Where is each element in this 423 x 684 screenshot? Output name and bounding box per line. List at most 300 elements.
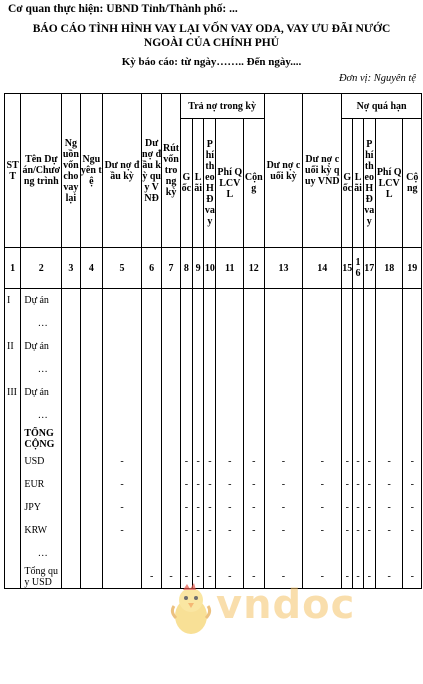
- table-cell: -: [204, 565, 216, 589]
- table-cell: [375, 289, 403, 313]
- table-cell: [244, 289, 264, 313]
- table-cell: -: [193, 519, 204, 542]
- table-cell: [204, 358, 216, 381]
- table-cell: [342, 381, 353, 404]
- column-number: 8: [180, 248, 192, 289]
- table-cell: [363, 335, 375, 358]
- table-cell: [80, 565, 102, 589]
- table-cell: [162, 496, 180, 519]
- table-cell: [363, 312, 375, 335]
- column-number: 17: [363, 248, 375, 289]
- table-cell: [162, 312, 180, 335]
- table-cell: [264, 427, 303, 450]
- table-cell: [264, 312, 303, 335]
- table-cell: [244, 542, 264, 565]
- report-title-line1: BÁO CÁO TÌNH HÌNH VAY LẠI VỐN VAY ODA, VAY ƯU ĐÃI NƯỚC: [32, 23, 391, 35]
- row-name: KRW: [21, 519, 62, 542]
- col-header-principal: Gốc: [180, 119, 192, 248]
- column-number-row: [5, 248, 422, 289]
- table-cell: -: [216, 565, 244, 589]
- table-cell: [375, 358, 403, 381]
- table-cell: [80, 335, 102, 358]
- table-cell: -: [353, 519, 363, 542]
- table-cell: -: [244, 473, 264, 496]
- table-cell: [204, 542, 216, 565]
- table-cell: -: [193, 565, 204, 589]
- table-cell: -: [103, 519, 142, 542]
- table-cell: [162, 473, 180, 496]
- table-cell: [363, 358, 375, 381]
- table-cell: -: [403, 519, 422, 542]
- table-cell: [141, 289, 161, 313]
- table-cell: [141, 542, 161, 565]
- report-table: [4, 93, 422, 589]
- table-cell: [141, 381, 161, 404]
- table-cell: -: [216, 496, 244, 519]
- table-cell: -: [103, 496, 142, 519]
- table-cell: [244, 358, 264, 381]
- table-row: [5, 519, 422, 542]
- table-cell: [216, 427, 244, 450]
- table-cell: [204, 404, 216, 427]
- table-cell: -: [216, 450, 244, 473]
- col-header-drawdown: Rút vốn trong kỳ: [162, 94, 180, 248]
- col-header-overdue-qlcvl: Phí QLCVL: [375, 119, 403, 248]
- table-cell: [162, 542, 180, 565]
- table-cell: [62, 358, 80, 381]
- row-name: EUR: [21, 473, 62, 496]
- table-cell: [80, 427, 102, 450]
- table-cell: [403, 289, 422, 313]
- row-stt: [5, 542, 21, 565]
- column-number: 5: [103, 248, 142, 289]
- table-cell: [353, 427, 363, 450]
- table-cell: [180, 312, 192, 335]
- table-cell: -: [162, 565, 180, 589]
- table-cell: [103, 427, 142, 450]
- table-cell: [193, 381, 204, 404]
- table-cell: [375, 404, 403, 427]
- row-name: …: [21, 312, 62, 335]
- report-period: Kỳ báo cáo: từ ngày…….. Đến ngày....: [121, 56, 302, 68]
- column-number: 9: [193, 248, 204, 289]
- table-cell: -: [180, 565, 192, 589]
- table-cell: [342, 542, 353, 565]
- table-cell: [80, 519, 102, 542]
- table-cell: [303, 381, 342, 404]
- table-cell: [342, 404, 353, 427]
- table-cell: -: [303, 496, 342, 519]
- table-cell: -: [403, 473, 422, 496]
- row-name: TỔNG CỘNG: [21, 427, 62, 450]
- table-cell: [193, 358, 204, 381]
- table-cell: [375, 542, 403, 565]
- table-cell: [193, 404, 204, 427]
- table-row: [5, 381, 422, 404]
- table-cell: [103, 358, 142, 381]
- col-header-closing: Dư nợ cuối kỳ: [264, 94, 303, 248]
- table-cell: -: [103, 450, 142, 473]
- table-cell: [216, 335, 244, 358]
- table-cell: [62, 496, 80, 519]
- col-header-overdue-total: Cộng: [403, 119, 422, 248]
- table-cell: [162, 427, 180, 450]
- table-cell: [141, 473, 161, 496]
- table-cell: [403, 312, 422, 335]
- col-header-overdue-fee: Phí theo HĐ vay: [363, 119, 375, 248]
- table-cell: -: [180, 496, 192, 519]
- watermark: [168, 582, 403, 642]
- col-header-overdue-interest: Lãi: [353, 119, 363, 248]
- table-cell: -: [193, 496, 204, 519]
- col-header-closing-vnd: Dư nợ cuối kỳ quy VND: [303, 94, 342, 248]
- table-cell: -: [303, 450, 342, 473]
- table-cell: [403, 381, 422, 404]
- column-number: 3: [62, 248, 80, 289]
- table-cell: [62, 519, 80, 542]
- table-cell: [342, 289, 353, 313]
- table-cell: -: [141, 565, 161, 589]
- column-number: 6: [141, 248, 161, 289]
- row-name: Dự án: [21, 381, 62, 404]
- table-cell: -: [216, 519, 244, 542]
- col-header-total: Cộng: [244, 119, 264, 248]
- table-cell: [103, 289, 142, 313]
- table-cell: [244, 312, 264, 335]
- table-cell: [204, 427, 216, 450]
- table-cell: -: [375, 496, 403, 519]
- column-number: 2: [21, 248, 62, 289]
- table-cell: [80, 404, 102, 427]
- table-cell: -: [204, 473, 216, 496]
- table-cell: -: [204, 519, 216, 542]
- table-cell: -: [303, 519, 342, 542]
- table-cell: [141, 312, 161, 335]
- col-header-fee: Phí theo HĐ vay: [204, 119, 216, 248]
- table-cell: [342, 358, 353, 381]
- table-cell: [204, 381, 216, 404]
- col-header-currency: Nguyên tệ: [80, 94, 102, 248]
- table-cell: -: [264, 450, 303, 473]
- table-cell: [62, 404, 80, 427]
- table-cell: [363, 427, 375, 450]
- chicken-mascot-icon: [168, 582, 214, 638]
- row-stt: [5, 473, 21, 496]
- table-cell: -: [216, 473, 244, 496]
- table-cell: [204, 289, 216, 313]
- table-cell: -: [342, 565, 353, 589]
- table-cell: [375, 381, 403, 404]
- table-cell: [103, 565, 142, 589]
- row-stt: II: [5, 335, 21, 358]
- table-cell: -: [303, 473, 342, 496]
- table-cell: [180, 358, 192, 381]
- table-cell: [216, 358, 244, 381]
- table-cell: [62, 450, 80, 473]
- table-row: [5, 335, 422, 358]
- table-cell: [363, 404, 375, 427]
- table-cell: [62, 381, 80, 404]
- table-cell: [353, 404, 363, 427]
- column-number: 12: [244, 248, 264, 289]
- watermark-text: vndoc: [216, 582, 356, 628]
- table-cell: -: [375, 450, 403, 473]
- table-cell: [403, 427, 422, 450]
- table-cell: [62, 473, 80, 496]
- row-stt: [5, 450, 21, 473]
- column-number: 1: [5, 248, 21, 289]
- table-cell: [162, 289, 180, 313]
- table-cell: -: [363, 473, 375, 496]
- table-cell: -: [264, 565, 303, 589]
- row-stt: [5, 496, 21, 519]
- table-cell: [264, 289, 303, 313]
- table-cell: [141, 358, 161, 381]
- row-stt: [5, 358, 21, 381]
- row-stt: [5, 404, 21, 427]
- table-cell: [244, 335, 264, 358]
- table-cell: [353, 312, 363, 335]
- table-cell: -: [353, 496, 363, 519]
- table-cell: [80, 358, 102, 381]
- table-cell: -: [363, 450, 375, 473]
- table-cell: [375, 312, 403, 335]
- table-cell: -: [244, 519, 264, 542]
- table-cell: -: [342, 450, 353, 473]
- table-cell: [193, 335, 204, 358]
- row-name: Tổng quy USD: [21, 565, 62, 589]
- table-cell: [204, 335, 216, 358]
- table-cell: [162, 335, 180, 358]
- column-number: 11: [216, 248, 244, 289]
- row-stt: III: [5, 381, 21, 404]
- table-cell: [353, 335, 363, 358]
- table-cell: [264, 358, 303, 381]
- table-cell: [80, 473, 102, 496]
- table-cell: [180, 542, 192, 565]
- table-cell: [303, 358, 342, 381]
- row-name: JPY: [21, 496, 62, 519]
- table-cell: [363, 381, 375, 404]
- table-cell: [216, 289, 244, 313]
- table-row: [5, 289, 422, 313]
- table-cell: [162, 404, 180, 427]
- table-cell: [162, 519, 180, 542]
- row-stt: I: [5, 289, 21, 313]
- table-cell: [264, 542, 303, 565]
- table-cell: -: [342, 519, 353, 542]
- table-cell: -: [193, 450, 204, 473]
- table-cell: [162, 450, 180, 473]
- row-stt: [5, 565, 21, 589]
- agency-line: Cơ quan thực hiện: UBND Tỉnh/Thành phố: ...: [8, 3, 238, 15]
- table-row: [5, 358, 422, 381]
- table-cell: [216, 542, 244, 565]
- table-cell: [303, 312, 342, 335]
- table-cell: [162, 381, 180, 404]
- table-cell: [103, 312, 142, 335]
- col-header-source: Nguồn vốn cho vay lại: [62, 94, 80, 248]
- table-cell: [353, 381, 363, 404]
- table-cell: -: [375, 519, 403, 542]
- table-cell: -: [363, 519, 375, 542]
- unit-label: Đơn vị: Nguyên tệ: [338, 73, 416, 84]
- column-number: 15: [342, 248, 353, 289]
- table-cell: [353, 542, 363, 565]
- table-cell: [303, 289, 342, 313]
- table-cell: -: [244, 450, 264, 473]
- table-cell: -: [403, 565, 422, 589]
- table-cell: -: [204, 450, 216, 473]
- col-header-opening-vnd: Dư nợ đầu kỳ quy VNĐ: [141, 94, 161, 248]
- table-cell: -: [353, 450, 363, 473]
- table-cell: [244, 404, 264, 427]
- table-cell: [141, 450, 161, 473]
- table-cell: -: [375, 565, 403, 589]
- table-cell: [180, 335, 192, 358]
- table-cell: [62, 312, 80, 335]
- table-cell: [363, 542, 375, 565]
- row-name: USD: [21, 450, 62, 473]
- table-cell: [264, 335, 303, 358]
- row-name: …: [21, 358, 62, 381]
- table-cell: [80, 542, 102, 565]
- table-cell: -: [264, 519, 303, 542]
- table-cell: [103, 542, 142, 565]
- table-cell: [375, 427, 403, 450]
- table-cell: -: [403, 496, 422, 519]
- table-cell: [303, 404, 342, 427]
- column-number: 16: [353, 248, 363, 289]
- table-cell: [180, 427, 192, 450]
- table-cell: [103, 404, 142, 427]
- table-cell: -: [180, 450, 192, 473]
- table-cell: [342, 335, 353, 358]
- row-stt: [5, 312, 21, 335]
- row-stt: [5, 427, 21, 450]
- table-cell: [264, 404, 303, 427]
- table-cell: [403, 542, 422, 565]
- table-cell: -: [264, 473, 303, 496]
- table-cell: [193, 312, 204, 335]
- table-cell: [403, 358, 422, 381]
- table-cell: [216, 404, 244, 427]
- table-row: [5, 312, 422, 335]
- table-cell: [193, 427, 204, 450]
- column-number: 13: [264, 248, 303, 289]
- table-cell: [353, 358, 363, 381]
- table-cell: [216, 312, 244, 335]
- table-cell: [193, 542, 204, 565]
- table-cell: [141, 404, 161, 427]
- table-cell: -: [342, 473, 353, 496]
- table-body: [5, 289, 422, 589]
- table-row: [5, 427, 422, 450]
- col-header-opening: Dư nợ đầu kỳ: [103, 94, 142, 248]
- table-cell: [80, 289, 102, 313]
- table-cell: [303, 542, 342, 565]
- table-cell: -: [363, 496, 375, 519]
- table-cell: [303, 427, 342, 450]
- table-cell: [62, 289, 80, 313]
- row-name: Dự án: [21, 289, 62, 313]
- table-cell: -: [193, 473, 204, 496]
- table-cell: [375, 335, 403, 358]
- table-cell: [80, 381, 102, 404]
- table-cell: [403, 335, 422, 358]
- column-number: 18: [375, 248, 403, 289]
- table-row: [5, 473, 422, 496]
- table-cell: [141, 335, 161, 358]
- table-cell: [80, 450, 102, 473]
- table-row: [5, 450, 422, 473]
- row-name: Dự án: [21, 335, 62, 358]
- table-cell: -: [204, 496, 216, 519]
- table-cell: [180, 289, 192, 313]
- table-cell: [264, 381, 303, 404]
- table-cell: -: [403, 450, 422, 473]
- table-cell: [62, 335, 80, 358]
- table-cell: -: [244, 496, 264, 519]
- table-cell: [62, 427, 80, 450]
- group-header-repaid: Trả nợ trong kỳ: [180, 94, 264, 119]
- table-cell: [180, 381, 192, 404]
- table-cell: -: [180, 519, 192, 542]
- table-cell: -: [180, 473, 192, 496]
- table-row: [5, 496, 422, 519]
- column-number: 19: [403, 248, 422, 289]
- table-cell: -: [363, 565, 375, 589]
- row-stt: [5, 519, 21, 542]
- table-cell: [80, 496, 102, 519]
- column-number: 7: [162, 248, 180, 289]
- table-cell: [204, 312, 216, 335]
- table-cell: [103, 335, 142, 358]
- table-cell: [103, 381, 142, 404]
- table-cell: [353, 289, 363, 313]
- table-cell: [62, 565, 80, 589]
- table-cell: [403, 404, 422, 427]
- table-cell: -: [353, 473, 363, 496]
- table-cell: [363, 289, 375, 313]
- table-cell: -: [342, 496, 353, 519]
- group-header-overdue: Nợ quá hạn: [342, 94, 422, 119]
- col-header-overdue-principal: Gốc: [342, 119, 353, 248]
- col-header-interest: Lãi: [193, 119, 204, 248]
- table-cell: [62, 542, 80, 565]
- table-cell: [162, 358, 180, 381]
- table-cell: [244, 381, 264, 404]
- column-number: 10: [204, 248, 216, 289]
- table-cell: -: [303, 565, 342, 589]
- table-cell: [342, 427, 353, 450]
- table-row: [5, 542, 422, 565]
- table-row: [5, 404, 422, 427]
- table-cell: -: [264, 496, 303, 519]
- report-title-line2: NGOÀI CỦA CHÍNH PHỦ: [143, 37, 280, 49]
- col-header-stt: STT: [5, 94, 21, 248]
- table-cell: [141, 496, 161, 519]
- table-cell: [141, 519, 161, 542]
- row-name: …: [21, 404, 62, 427]
- table-cell: -: [244, 565, 264, 589]
- column-number: 4: [80, 248, 102, 289]
- column-number: 14: [303, 248, 342, 289]
- table-cell: [342, 312, 353, 335]
- col-header-project: Tên Dự án/Chương trình: [21, 94, 62, 248]
- table-cell: -: [103, 473, 142, 496]
- table-cell: [141, 427, 161, 450]
